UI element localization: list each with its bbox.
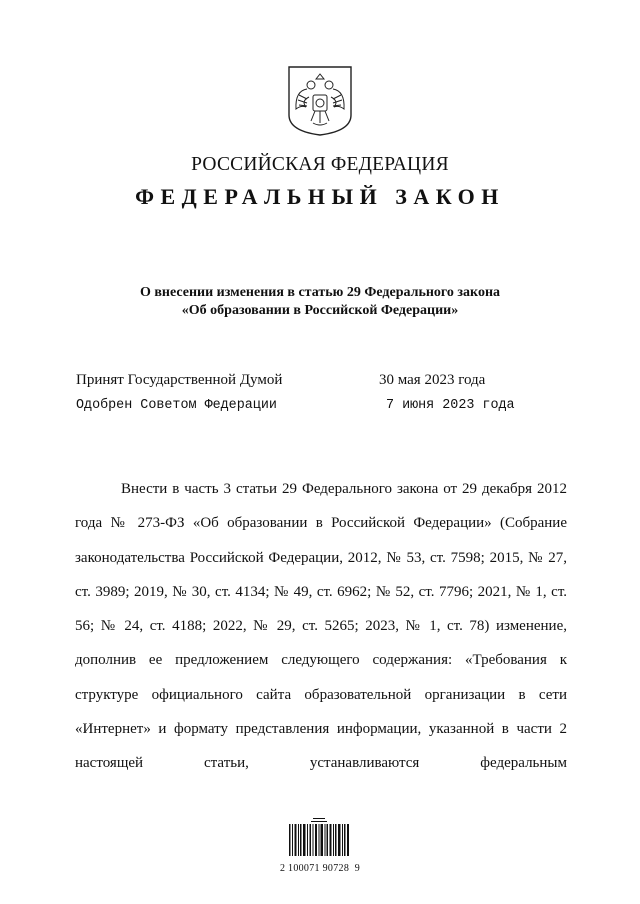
country-heading: РОССИЙСКАЯ ФЕДЕРАЦИЯ — [191, 154, 449, 175]
duma-adoption-date: 30 мая 2023 года — [379, 372, 486, 388]
barcode-number — [0, 863, 640, 874]
law-body — [75, 472, 567, 781]
duma-adoption-label: Принят Государственной Думой — [76, 372, 283, 388]
law-subject — [0, 284, 640, 320]
barcode-icon — [289, 818, 349, 856]
coat-of-arms-icon — [287, 65, 353, 137]
law-subject-line-2: «Об образовании в Российской Федерации» — [181, 303, 459, 318]
council-approval-date: 7 июня 2023 года — [386, 398, 515, 413]
law-subject-line-1: О внесении изменения в статью 29 Федерального закона — [139, 285, 501, 300]
body-paragraph: Внести в часть 3 статьи 29 Федерального закона от 29 декабря 2012 года № 273-ФЗ «Об образовании в Российской Федерации» (Собрание законодательства Российской Федерации, 2012, № 53, ст. 7598; 2015, № 27, ст. 3989; 2019, № 30, ст. 4134; № 49, ст. 6962; № 52, ст. 7796; 2021, № 1, ст. 56; № 24, ст. 4188; 2022, № 29, ст. 5265; 2023, № 1, ст. 78) изменение, дополнив ее предложением следующего содержания: «Требования к структуре официального сайта образовательной организации в сети «Интернет» и формату представления информации, указанной в части 2 настоящей статьи, устанавливаются федеральным — [75, 481, 567, 772]
council-approval-label: Одобрен Советом Федерации — [76, 398, 277, 413]
document-type-title: ФЕДЕРАЛЬНЫЙ ЗАКОН — [135, 184, 505, 209]
barcode-number-text: 2 100071 90728 9 — [279, 863, 361, 874]
